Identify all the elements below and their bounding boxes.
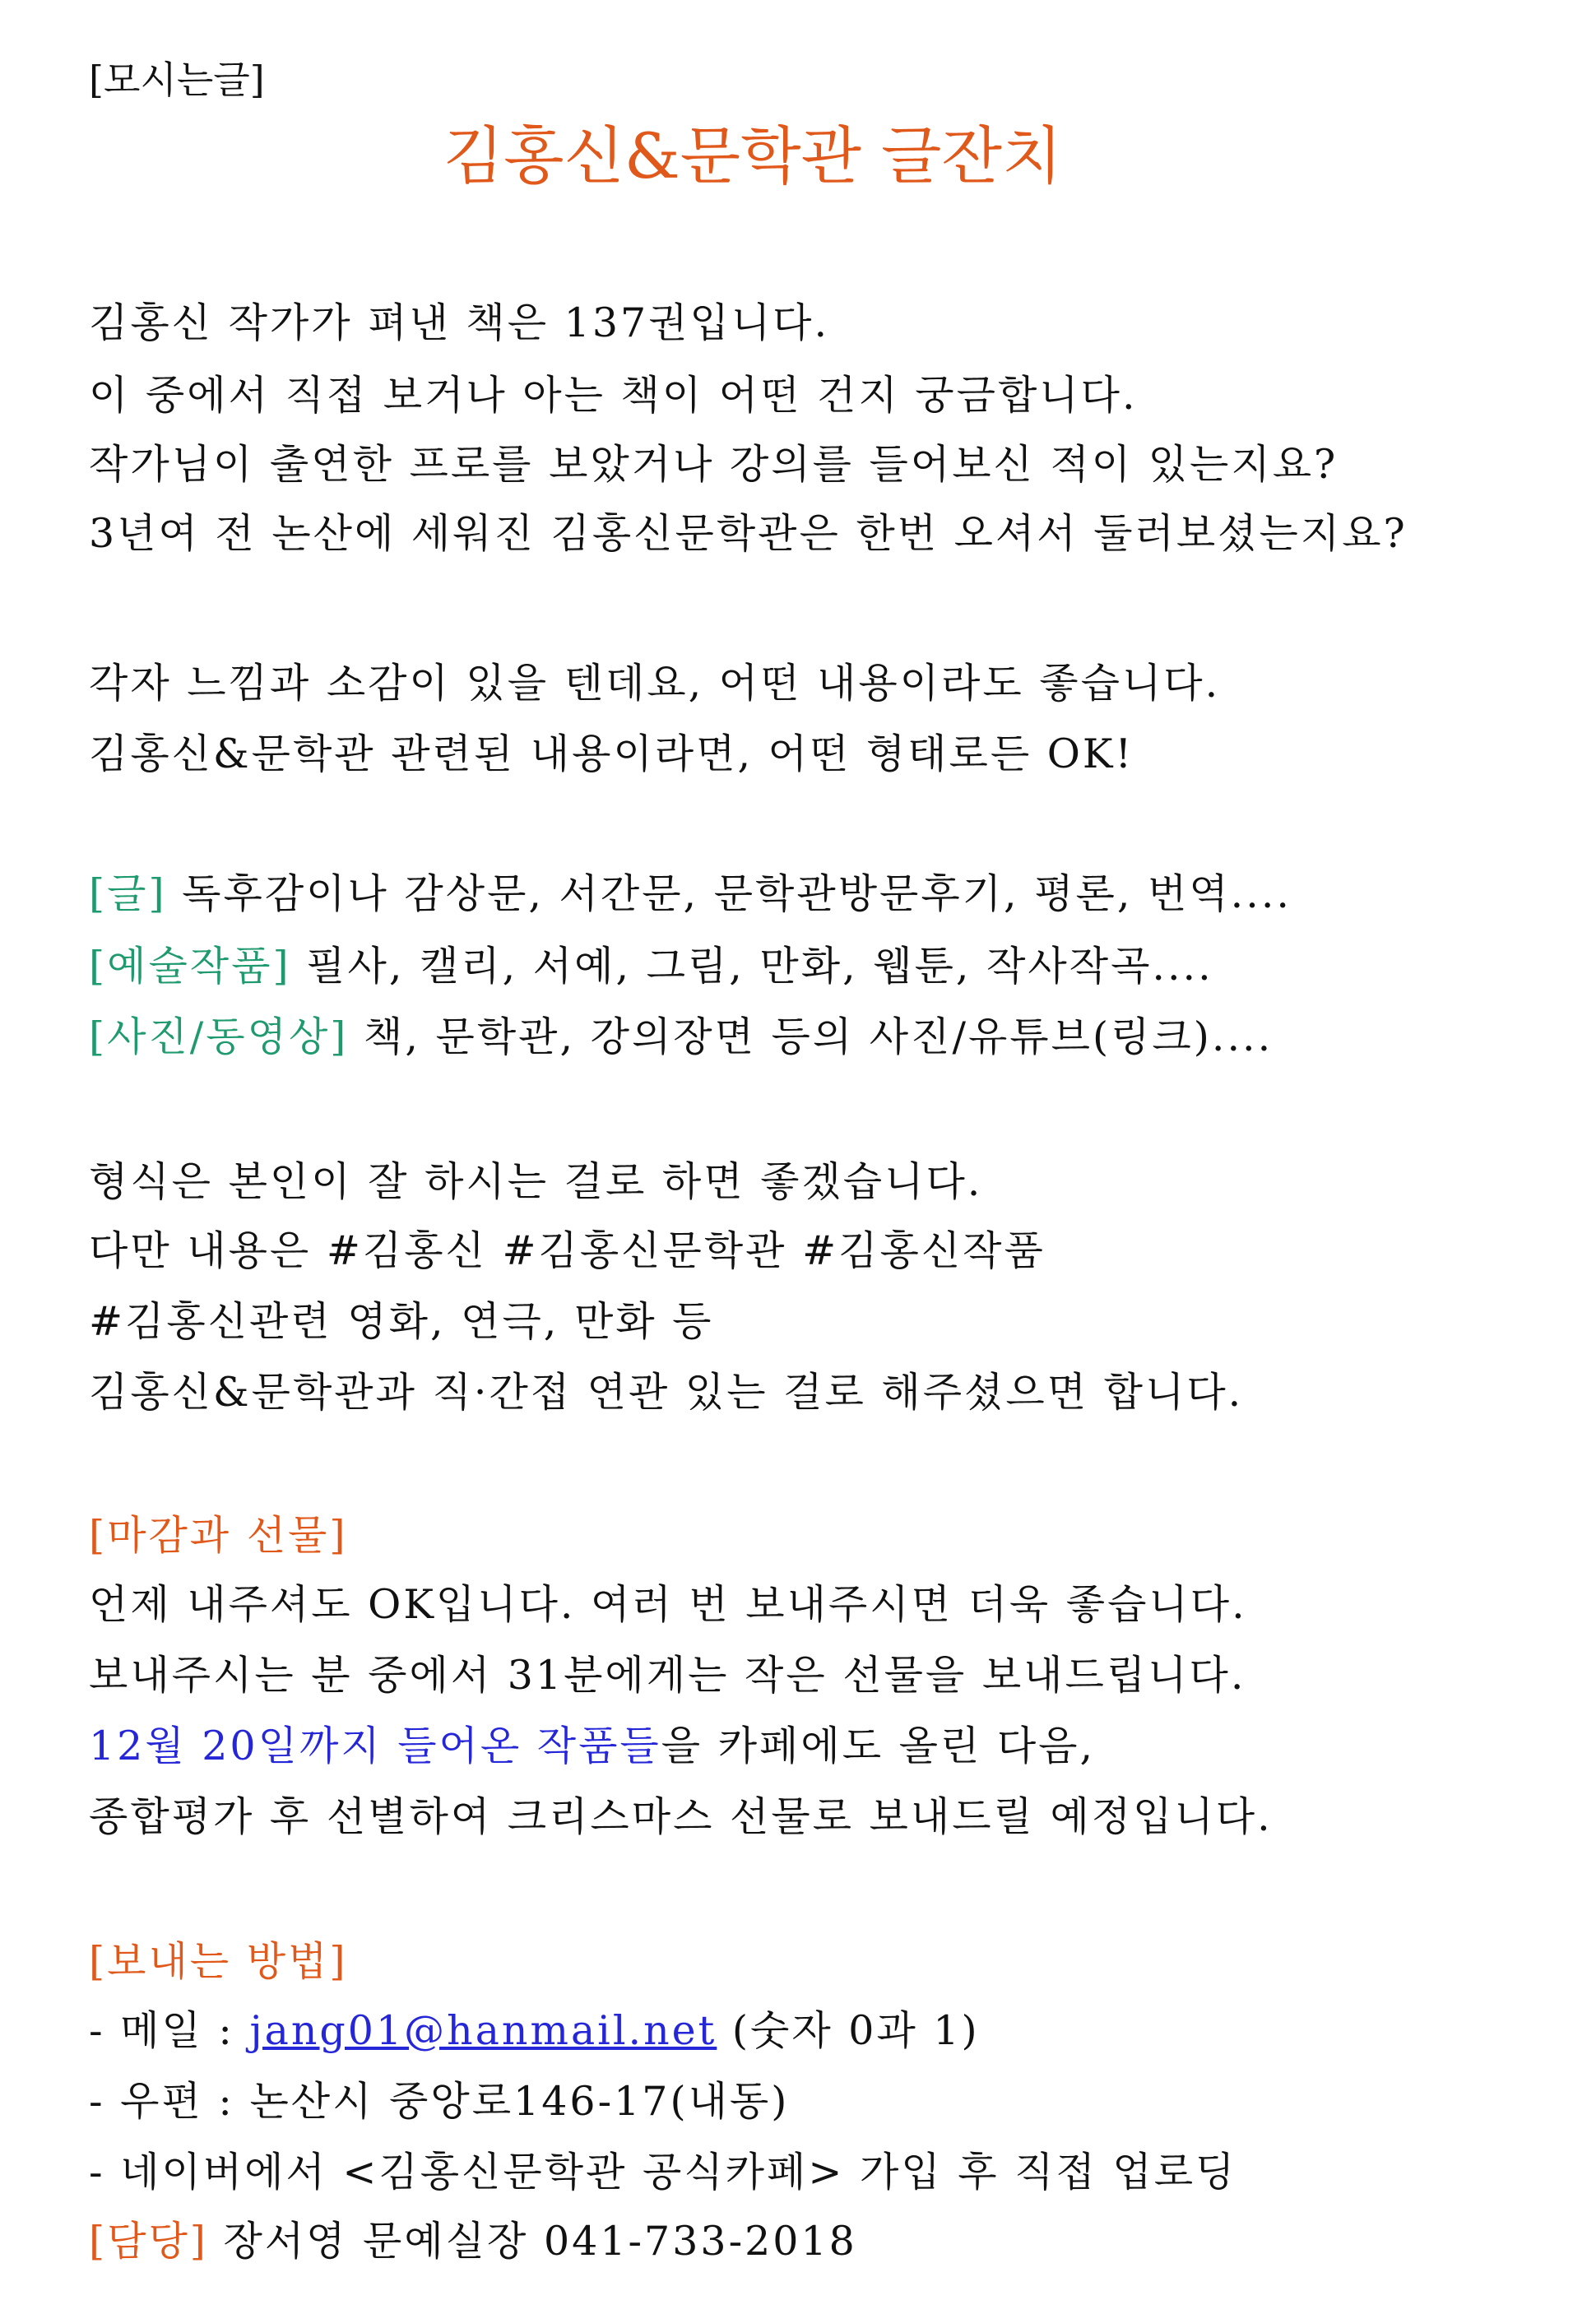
- method-email-line: [89, 2002, 980, 2060]
- deadline-highlight: 12월 20일까지 들어온 작품들: [89, 1723, 661, 1769]
- format-line: 다만 내용은 #김홍신 #김홍신문학관 #김홍신작품: [89, 1227, 1046, 1274]
- category-item: [89, 1009, 1273, 1066]
- contact-label: [담당]: [89, 2218, 208, 2265]
- format-line: #김홍신관련 영화, 연극, 만화 등: [89, 1298, 714, 1345]
- deadline-line: [89, 1718, 1095, 1775]
- intro-line: 작가님이 출연한 프로를 보았거나 강의를 들어보신 적이 있는지요?: [89, 441, 1339, 488]
- intro-line: 김홍신 작가가 펴낸 책은 137권입니다.: [89, 299, 830, 346]
- method-post-line: - 우편 : 논산시 중앙로146-17(내동): [89, 2078, 790, 2125]
- category-item: [89, 865, 1292, 923]
- contact-line: [89, 2213, 857, 2270]
- intro-line: 3년여 전 논산에 세워진 김홍신문학관은 한번 오셔서 둘러보셨는지요?: [89, 510, 1408, 557]
- method-naver-line: - 네이버에서 <김홍신문학관 공식카페> 가입 후 직접 업로딩: [89, 2149, 1237, 2196]
- deadline-line: 언제 내주셔도 OK입니다. 여러 번 보내주시면 더욱 좋습니다.: [89, 1581, 1247, 1628]
- format-line: 형식은 본인이 잘 하시는 걸로 하면 좋겠습니다.: [89, 1158, 983, 1205]
- category-text: 독후감이나 감상문, 서간문, 문학관방문후기, 평론, 번역....: [166, 870, 1292, 917]
- deadline-line: 종합평가 후 선별하여 크리스마스 선물로 보내드릴 예정입니다.: [89, 1793, 1273, 1840]
- category-label: [사진/동영상]: [89, 1013, 349, 1060]
- header-tag: [모시는글]: [89, 58, 265, 102]
- method-email-prefix: - 메일 :: [89, 2007, 250, 2054]
- deadline-heading: [마감과 선물]: [89, 1512, 348, 1559]
- intro-line: 이 중에서 직접 보거나 아는 책이 어떤 건지 궁금합니다.: [89, 372, 1138, 419]
- method-heading: [보내는 방법]: [89, 1938, 348, 1985]
- method-email-note: (숫자 0과 1): [717, 2007, 980, 2054]
- page-title: 김홍신&문학관 글잔치: [443, 119, 1063, 192]
- category-text: 필사, 캘리, 서예, 그림, 만화, 웹툰, 작사작곡....: [290, 943, 1213, 990]
- category-label: [예술작품]: [89, 943, 291, 990]
- deadline-line: 보내주시는 분 중에서 31분에게는 작은 선물을 보내드립니다.: [89, 1652, 1246, 1699]
- category-text: 책, 문학관, 강의장면 등의 사진/유튜브(링크)....: [348, 1013, 1274, 1060]
- invite-line: 김홍신&문학관 관련된 내용이라면, 어떤 형태로든 OK!: [89, 730, 1134, 777]
- invite-line: 각자 느낌과 소감이 있을 텐데요, 어떤 내용이라도 좋습니다.: [89, 660, 1221, 707]
- category-item: [89, 938, 1213, 995]
- category-label: [글]: [89, 870, 167, 917]
- format-line: 김홍신&문학관과 직·간접 연관 있는 걸로 해주셨으면 합니다.: [89, 1369, 1244, 1416]
- contact-text: 장서영 문예실장 041-733-2018: [207, 2218, 857, 2265]
- deadline-text: 을 카페에도 올린 다음,: [661, 1723, 1096, 1769]
- email-link[interactable]: jang01@hanmail.net: [249, 2007, 717, 2054]
